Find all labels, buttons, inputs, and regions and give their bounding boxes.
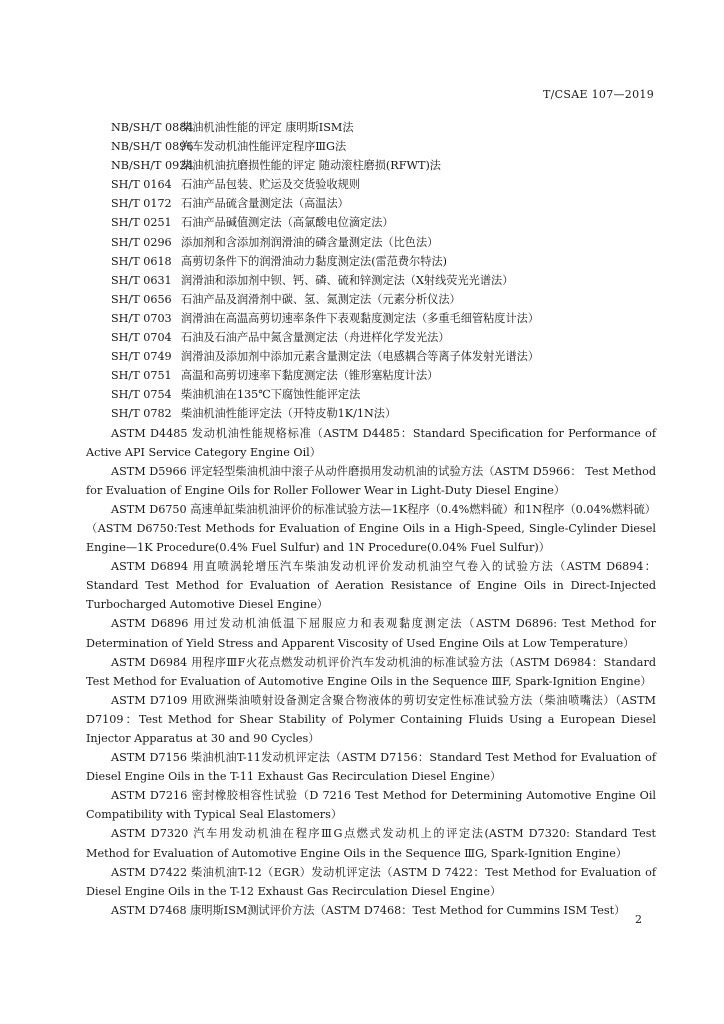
reference-title: 柴油机油性能评定法（开特皮勒1K/1N法）	[181, 407, 397, 421]
reference-item	[86, 233, 656, 252]
reference-code: SH/T 0296	[111, 235, 172, 249]
astm-reference: ASTM D4485 发动机油性能规格标准（ASTM D4485：Standard Specification for Performance of Active API Service Category Engine Oil）	[86, 426, 656, 459]
reference-item	[86, 175, 656, 194]
reference-title: 柴油机油在135℃下腐蚀性能评定法	[181, 388, 361, 402]
reference-code: SH/T 0172	[111, 197, 172, 211]
reference-code: SH/T 0656	[111, 292, 172, 306]
reference-code: NB/SH/T 0884	[111, 121, 194, 134]
reference-item	[86, 156, 656, 175]
reference-item	[86, 366, 656, 385]
astm-reference: ASTM D7320 汽车用发动机油在程序ⅢG点燃式发动机上的评定法(ASTM D7320: Standard Test Method for Evaluation of Automotive Engine Oils in the Sequence ⅢG, Spark-Ignition Engine）	[86, 827, 656, 860]
astm-reference: ASTM D6896 用过发动机油低温下屈服应力和表观黏度测定法（ASTM D6896: Test Method for Determination of Yield Stress and Apparent Viscosity of Used Engine Oils at Low Temperature）	[86, 617, 656, 650]
reference-item	[86, 252, 656, 271]
reference-code: SH/T 0782	[111, 407, 172, 421]
reference-item	[86, 213, 656, 232]
astm-reference: ASTM D7216 密封橡胶相容性试验（D 7216 Test Method for Determining Automotive Engine Oil Compatibility with Typical Seal Elastomers）	[86, 789, 656, 822]
reference-item	[86, 290, 656, 309]
reference-title: 石油产品硫含量测定法（高温法）	[181, 197, 349, 211]
reference-title: 润滑油和添加剂中钡、钙、磷、硫和锌测定法（X射线荧光光谱法）	[181, 273, 514, 287]
reference-item	[86, 385, 656, 404]
astm-reference: ASTM D6894 用直喷涡轮增压汽车柴油发动机评价发动机油空气卷入的试验方法（ASTM D6894：Standard Test Method for Evaluation of Aeration Resistance of Engine Oils in Direct-Injected Turbocharged Automotive Diesel Engine）	[86, 560, 656, 612]
reference-title: 润滑油及添加剂中添加元素含量测定法（电感耦合等离子体发射光谱法）	[181, 350, 540, 364]
reference-code: SH/T 0751	[111, 369, 172, 383]
reference-code: SH/T 0164	[111, 178, 172, 192]
page-number: 2	[635, 913, 642, 926]
reference-code: NB/SH/T 0924	[111, 159, 194, 173]
standard-number: T/CSAE 107—2019	[543, 88, 654, 101]
reference-title: 高剪切条件下的润滑油动力黏度测定法(雷范费尔特法)	[181, 254, 448, 268]
reference-item	[86, 118, 656, 137]
reference-item	[86, 309, 656, 328]
reference-title: 高温和高剪切速率下黏度测定法（锥形塞粘度计法）	[181, 369, 439, 383]
reference-title: 石油及石油产品中氮含量测定法（舟进样化学发光法）	[181, 331, 450, 345]
reference-code: SH/T 0704	[111, 331, 172, 345]
reference-item	[86, 347, 656, 366]
normative-references-list	[86, 118, 656, 920]
reference-code: SH/T 0754	[111, 388, 172, 402]
reference-code: SH/T 0618	[111, 254, 172, 268]
astm-reference: ASTM D7109 用欧洲柴油喷射设备测定含聚合物液体的剪切安定性标准试验方法（柴油喷嘴法）（ASTM D7109：Test Method for Shear Stability of Polymer Containing Fluids Using a European Diesel Injector Apparatus at 30 and 90 Cycles）	[86, 693, 656, 745]
reference-title: 润滑油在高温高剪切速率条件下表观黏度测定法（多重毛细管粘度计法）	[181, 311, 540, 325]
astm-reference: ASTM D6750 高速单缸柴油机油评价的标准试验方法—1K程序（0.4%燃料硫）和1N程序（0.04%燃料硫）（ASTM D6750:Test Methods for Evaluation of Engine Oils in a High-Speed, Single-Cylinder Diesel Engine—1K Procedure(0.4% Fuel Sulfur) and 1N Procedure(0.04% Fuel Sulfur)）	[86, 502, 656, 555]
reference-item	[86, 137, 656, 156]
reference-title: 柴油机油抗磨损性能的评定 随动滚柱磨损(RFWT)法	[181, 159, 441, 173]
reference-item	[86, 328, 656, 347]
reference-item	[86, 271, 656, 290]
astm-reference: ASTM D7468 康明斯ISM测试评价方法（ASTM D7468：Test Method for Cummins ISM Test）	[111, 903, 626, 917]
reference-title: 柴油机油性能的评定 康明斯ISM法	[181, 121, 354, 134]
reference-title: 石油产品包装、贮运及交货验收规则	[181, 178, 361, 192]
reference-title: 石油产品及润滑剂中碳、氢、氮测定法（元素分析仪法）	[181, 292, 461, 306]
reference-title: 石油产品碱值测定法（高氯酸电位滴定法）	[181, 216, 394, 230]
astm-reference: ASTM D6984 用程序ⅢF火花点燃发动机评价汽车发动机油的标准试验方法（ASTM D6984：Standard Test Method for Evaluation of Automotive Engine Oils in the Sequence ⅢF, Spark-Ignition Engine）	[86, 655, 656, 688]
reference-item	[86, 194, 656, 213]
astm-reference: ASTM D5966 评定轻型柴油机油中滚子从动件磨损用发动机油的试验方法（ASTM D5966： Test Method for Evaluation of Engine Oils for Roller Follower Wear in Light-Duty Diesel Engine）	[86, 464, 656, 497]
reference-item	[86, 404, 656, 423]
reference-code: NB/SH/T 0896	[111, 140, 194, 154]
reference-code: SH/T 0703	[111, 311, 172, 325]
reference-title: 添加剂和含添加剂润滑油的磷含量测定法（比色法）	[181, 235, 439, 249]
reference-code: SH/T 0631	[111, 273, 172, 287]
reference-code: SH/T 0749	[111, 350, 172, 364]
astm-reference: ASTM D7422 柴油机油T-12（EGR）发动机评定法（ASTM D 7422：Test Method for Evaluation of Diesel Engine Oils in the T-12 Exhaust Gas Recirculation Diesel Engine）	[86, 865, 656, 898]
astm-reference: ASTM D7156 柴油机油T-11发动机评定法（ASTM D7156：Standard Test Method for Evaluation of Diesel Engine Oils in the T-11 Exhaust Gas Recirculation Diesel Engine）	[86, 751, 656, 784]
reference-code: SH/T 0251	[111, 216, 172, 230]
reference-title: 汽车发动机油性能评定程序ⅢG法	[181, 140, 347, 154]
